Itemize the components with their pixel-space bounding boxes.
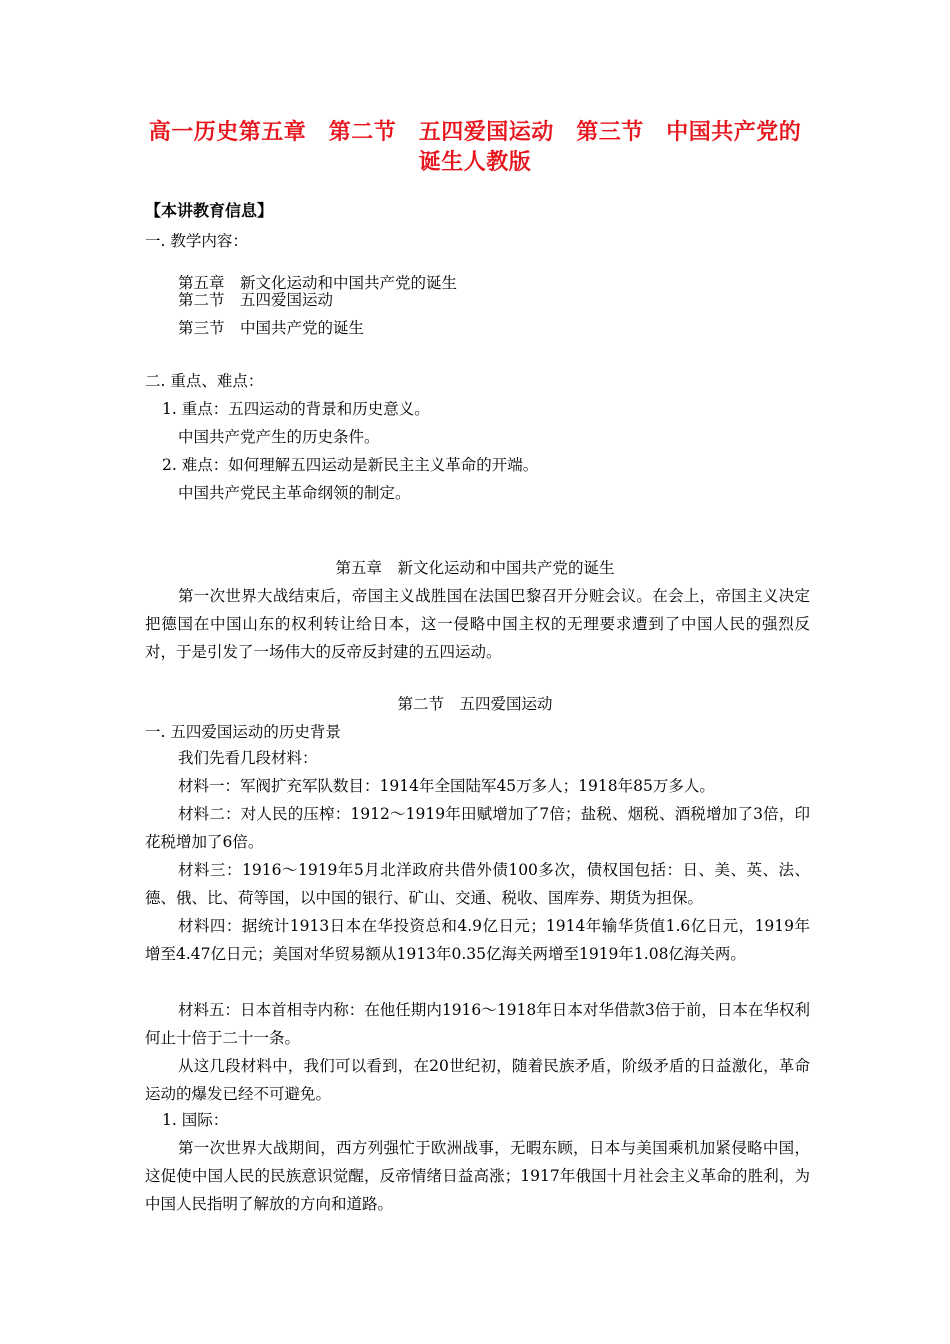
chapter-intro: 第一次世界大战结束后，帝国主义战胜国在法国巴黎召开分赃会议。在会上，帝国主义决定把德国在中国山东的权利转让给日本，这一侵略中国主权的无理要求遭到了中国人民的强烈反对，于是引发了一场伟大的反帝反封建的五四运动。 bbox=[145, 587, 810, 661]
chapter-title: 第五章 新文化运动和中国共产党的诞生 bbox=[335, 559, 615, 577]
materials-lead: 我们先看几段材料： bbox=[178, 749, 318, 767]
keypoint-2: 2. 难点：如何理解五四运动是新民主主义革命的开端。 bbox=[162, 456, 539, 474]
teaching-heading: 一. 教学内容： bbox=[145, 232, 248, 250]
material-5: 材料五：日本首相寺内称：在他任期内1916～1918年日本对华借款3倍于前，日本在华权利何止十倍于二十一条。 bbox=[145, 1001, 810, 1047]
material-3: 材料三：1916～1919年5月北洋政府共借外债100多次，债权国包括：日、美、英、法、德、俄、比、荷等国，以中国的银行、矿山、交通、税收、国库券、期货为担保。 bbox=[145, 861, 810, 907]
material-4: 材料四：据统计1913日本在华投资总和4.9亿日元；1914年输华货值1.6亿日元，1919年增至4.47亿日元；美国对华贸易额从1913年0.35亿海关两增至1919年1.08亿海关两。 bbox=[145, 917, 810, 963]
info-header: 【本讲教育信息】 bbox=[145, 201, 274, 220]
keypoint-2-cont: 中国共产党民主革命纲领的制定。 bbox=[178, 484, 411, 502]
keypoint-1-cont: 中国共产党产生的历史条件。 bbox=[178, 428, 380, 446]
material-1: 材料一：军阀扩充军队数目：1914年全国陆军45万多人；1918年85万多人。 bbox=[178, 777, 715, 795]
teaching-item-2: 第二节 五四爱国运动 bbox=[178, 291, 334, 309]
international-heading: 1. 国际： bbox=[162, 1111, 229, 1129]
materials-summary: 从这几段材料中，我们可以看到，在20世纪初，随着民族矛盾，阶级矛盾的日益激化，革命运动的爆发已经不可避免。 bbox=[145, 1057, 810, 1103]
international-paragraph: 第一次世界大战期间，西方列强忙于欧洲战事，无暇东顾，日本与美国乘机加紧侵略中国，这促使中国人民的民族意识觉醒，反帝情绪日益高涨；1917年俄国十月社会主义革命的胜利，为中国人民指明了解放的方向和道路。 bbox=[145, 1139, 810, 1213]
page-title: 高一历史第五章 第二节 五四爱国运动 第三节 中国共产党的诞生人教版 bbox=[148, 120, 802, 175]
section2-title: 第二节 五四爱国运动 bbox=[397, 695, 553, 713]
keypoints-heading: 二. 重点、难点： bbox=[145, 372, 264, 390]
section2-sub1: 一. 五四爱国运动的历史背景 bbox=[145, 723, 341, 741]
material-2: 材料二：对人民的压榨：1912～1919年田赋增加了7倍；盐税、烟税、酒税增加了3倍，印花税增加了6倍。 bbox=[145, 805, 810, 851]
teaching-item-1: 第五章 新文化运动和中国共产党的诞生 bbox=[178, 274, 458, 292]
keypoint-1: 1. 重点：五四运动的背景和历史意义。 bbox=[162, 400, 430, 418]
teaching-item-3: 第三节 中国共产党的诞生 bbox=[178, 319, 365, 337]
